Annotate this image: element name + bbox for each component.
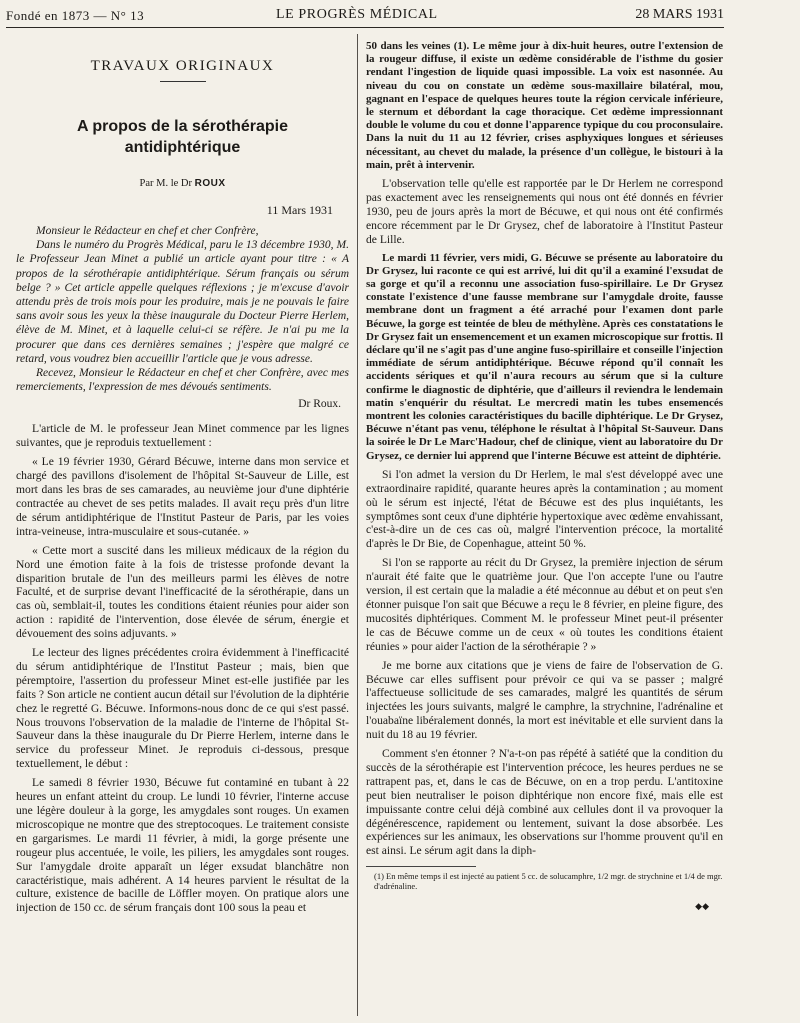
paragraph: Si l'on admet la version du Dr Herlem, le mal s'est développé avec une extraordinaire rapidité, quarante heures après la contamination ; au moment où le sérum est injecté, l'état de Bécuwe est des plus inquiétants, les symptômes sont ceux d'une diphtérie hypertoxique avec œdème envahissant, c'est-à-dire un de ces cas où, malgré l'intervention précoce, la mortalité d'après le Dr Bie, de Copenhague, atteint 50 %. [366,467,723,551]
letter-closing: Recevez, Monsieur le Rédacteur en chef et cher Confrère, avec mes remerciements, l'expression de mes dévoués sentiments. [16,367,349,394]
letter-paragraph: Dans le numéro du Progrès Médical, paru le 13 décembre 1930, M. le Professeur Jean Minet a publié un article ayant pour titre : « A propos de la sérothérapie antidiphtérique. Sérum français ou sérum belge ? » Cet article appelle quelques réflexions ; je m'excuse d'avoir attendu près de trois mois pour les produire, mais je ne pouvais le faire sans avoir sous les yeux la thèse inaugurale du Docteur Pierre Herlem, élève de M. Minet, et à laquelle celui-ci se réfère. Je n'ai pu me la procurer que dans ces dernières semaines ; j'espère que malgré ce retard, vous voudrez bien accueillir l'article que je vous adresse. [16,239,349,365]
article-byline [16,178,349,189]
left-column [16,40,349,920]
header-journal-title: LE PROGRÈS MÉDICAL [276,7,438,22]
quoted-paragraph: « Le 19 février 1930, Gérard Bécuwe, interne dans mon service et chargé des pavillons d'isolement de l'hôpital St-Sauveur de Lille, est mort dans les bras de ses camarades, au neuvième jour d'une diphtérie contractée au chevet de ses petits malades. Il avait reçu près d'un litre de sérum antidiphtérique de l'Institut Pasteur de Paris, par les voies intra-veineuse, intra-musculaire et sous-cutanée. » [16,455,349,538]
footnote-rule [366,866,476,867]
running-header [6,5,724,25]
letter-signature: Dr Roux. [298,398,341,411]
header-founded-text: Fondé en 1873 [6,8,90,23]
section-rule [160,81,206,82]
header-rule [6,27,724,28]
observation-paragraph: Le samedi 8 février 1930, Bécuwe fut contaminé en tubant à 22 heures un enfant atteint du croup. Le lundi 10 février, l'interne accuse une légère douleur à la gorge, les amygdales sont rouges. Un examen microscopique ne montre que des streptocoques. Le traitement consiste en gargarismes. Le mardi 11 février, à midi, la gorge présente une rougeur plus accentuée, le voile, les piliers, les amygdales sont rouges. Sur l'amygdale droite apparaît un léger exsudat blanchâtre non caractéristique, mais adhérent. A 14 heures parvient le résultat de la culture, existence de bacille de Löffler moyen. On pratique alors une injection de 150 cc. de sérum français dont 100 sous la peau et [16,776,349,915]
author-prefix: Par M. le Dr [139,178,192,189]
quoted-paragraph: « Cette mort a suscité dans les milieux médicaux de la région du Nord une émotion faite à la fois de tristesse profonde devant la disparition brutale de l'un des meilleurs parmi les élèves de notre Faculté, et de surprise devant l'inefficacité de la sérothérapie, dans un cas où, semblait-il, toutes les conditions étaient réunies pour aider son action : rapidité de l'intervention, dose élevée de sérum, énergie et dévouement des soins adjuvants. » [16,543,349,641]
article-title-line2: antidiphtérique [124,139,241,156]
end-ornament: ◆◆ [695,901,709,912]
paragraph: Je me borne aux citations que je viens de faire de l'observation de G. Bécuwe car elles suffisent pour prévoir ce qui va se passer ; malgré l'affectueuse sollicitude de ses camarades, malgré les quantités de sérum injectées les jours suivants, malgré le camphre, la strychnine, l'adrénaline et l'ouabaïne libéralement donnés, la mort est inévitable et elle survient dans la nuit du 18 au 19 février. [366,658,723,742]
header-issue: — N° 13 [93,8,145,23]
footnote: (1) En même temps il est injecté au patient 5 cc. de solucamphre, 1/2 mgr. de strychnine et 1/4 de mgr. d'adrénaline. [374,871,723,892]
header-date: 28 MARS 1931 [635,7,724,22]
grysez-account-paragraph: Le mardi 11 février, vers midi, G. Bécuwe se présente au laboratoire du Dr Grysez, lui raconte ce qui est arrivé, lui dit qu'il a examiné l'exsudat de sa gorge et qu'il a reconnu une association fuso-spirillaire. Le Dr Grysez constate l'existence d'une fausse membrane sur l'amygdale droite, fausse membrane dont un fragment a été arraché pour l'examen dont parle Bécuwe, la gorge est teintée de bleu de méthylène. Après ces constatations le Dr Grysez fait un ensemencement et un examen microscopique sur frottis. Il déclare qu'il ne s'agit pas d'une angine fuso-spirillaire et conseille l'injection immédiate de sérum antidiphtérique. Bécuwe répond qu'il connaît les accidents sériques et qu'il n'aura recours au sérum que si la culture confirme le diagnostic de diphtérie, que d'ailleurs il reviendra le lendemain matin s'enquérir du résultat. Le mercredi matin les tubes ensemencés montrent les colonies caractéristiques du bacille diphtérique. Le Dr Grysez, Bécuwe n'étant pas venu, téléphone le résultat à l'hôpital St-Sauveur. Dans la soirée le Dr Le Marc'Hadour, chef de clinique, vient au laboratoire du Dr Grysez, ce dernier lui apprend que l'interne Bécuwe est atteint de diphtérie. [366,251,723,462]
letter-date: 11 Mars 1931 [266,203,333,217]
article-title-line1: A propos de la sérothérapie [76,118,288,135]
section-heading: TRAVAUX ORIGINAUX [90,58,275,74]
letter-to-editor [16,224,349,394]
paragraph: Si l'on se rapporte au récit du Dr Grysez, la première injection de sérum n'aurait été faite que le quatrième jour. Que l'on accepte l'une ou l'autre version, il est certain que la maladie a été méconnue au début et on peut s'en étonner puisque l'on sait que Bécuwe a reçu le 8 février, en pleine figure, des mucosités diphtériques. Comment M. le professeur Minet peut-il présenter le cas de Bécuwe comme un de ceux « où toutes les conditions étaient réunies » pour aider l'action de la sérothérapie ? » [366,556,723,653]
letter-salutation: Monsieur le Rédacteur en chef et cher Confrère, [36,225,259,237]
right-column [366,40,723,912]
paragraph: L'observation telle qu'elle est rapportée par le Dr Herlem ne correspond pas exactement avec les renseignements qui nous ont été donnés en février 1930, peu de jours après la mort de Bécuwe, et qui nous ont été confirmés encore récemment par le Dr Grysez, chef de laboratoire à l'Institut Pasteur de Lille. [366,177,723,246]
article-body-left [16,422,349,915]
header-founded [6,8,144,24]
paragraph: L'article de M. le professeur Jean Minet commence par les lignes suivantes, que je reproduis textuellement : [16,422,349,450]
article-title [16,116,349,158]
author-name: ROUX [194,178,226,189]
observation-continued: 50 dans les veines (1). Le même jour à dix-huit heures, outre l'extension de la rougeur diffuse, il existe un œdème considérable de l'isthme du gosier rendant l'ingestion de liquide quasi impossible. La voix est nasonnée. Au niveau du cou on constate un œdème sous-maxillaire bilatéral, mou, gagnant en l'espace de quelques heures toute la région cervicale inférieure, le sternum et débordant la cage thoracique. Cet œdème impressionnant double le volume du cou et donne l'apparence typique du cou proconsulaire. Dans la nuit du 11 au 12 février, crises asphyxiques longues et sérieuses nécessitant, au chevet du malade, la présence d'un collègue, le bistouri à la main, prêt à intervenir. [366,40,723,171]
article-body-right [366,40,723,858]
paragraph: Comment s'en étonner ? N'a-t-on pas répété à satiété que la condition du succès de la sérothérapie est l'intervention précoce, les heures perdues ne se rattrapent pas, et, dans le cas de Bécuwe, on en a trop perdu. L'antitoxine peut bien neutraliser le poison diphtérique non encore fixé, mais elle est impuissante contre celui déjà combiné aux cellules dont il va provoquer la dégénérescence, rapidement ou lentement, suivant la dose absorbée. Les expériences sur les animaux, les observations sur l'homme prouvent qu'il en est ainsi. Le sérum agit dans la diph- [366,747,723,858]
paragraph: Le lecteur des lignes précédentes croira évidemment à l'inefficacité du sérum antidiphtérique de l'Institut Pasteur ; mais, bien que péremptoire, l'assertion du professeur Minet est-elle justifiée par les faits ? Son article ne contient aucun détail sur l'évolution de la diphtérie chez le regretté G. Bécuwe. Informons-nous donc de ce qui s'est passé. Nous trouvons l'observation de la maladie de l'interne de l'hôpital St-Sauveur dans la thèse inaugurale du Dr Pierre Herlem, interne dans le service du professeur Minet. Je reproduis ci-dessous, presque textuellement, le début : [16,646,349,771]
column-divider [357,34,358,1016]
